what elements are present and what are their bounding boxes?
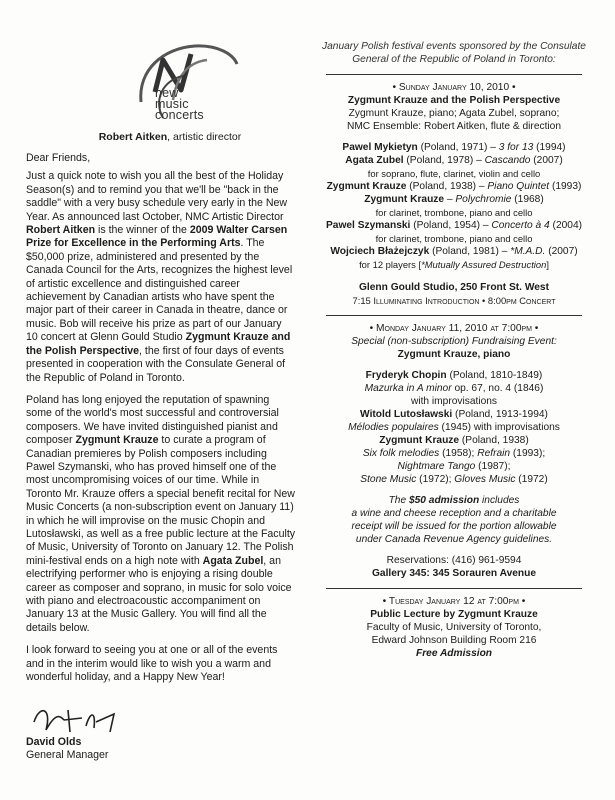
signature	[30, 702, 150, 736]
p2-text-a: Poland has long enjoyed the reputation of spawning some of the world's most successful and controversial composers. We have invited distinguished pianist and composer	[26, 393, 279, 447]
program-item	[316, 434, 592, 447]
program-item	[316, 473, 592, 486]
work-title: Gloves Music	[454, 474, 516, 485]
paragraph-2	[26, 394, 296, 635]
event-1-venue: Glenn Gould Studio, 250 Front St. West	[359, 282, 549, 293]
work-title: Polychromie	[455, 194, 512, 205]
events-column	[316, 34, 592, 660]
event-2-venue: Gallery 345: 345 Sorauren Avenue	[371, 568, 537, 579]
logo-text	[155, 88, 204, 121]
composer-info: (Poland, 1938)	[459, 435, 529, 446]
signer	[26, 736, 108, 762]
work-year: (2007)	[530, 155, 563, 166]
p1-text-g: , the first of four days of events presented in cooperation with the Consulate General of the Republic of Poland in Toronto.	[26, 344, 286, 384]
program-item	[316, 447, 592, 460]
instrumentation: for clarinet, trombone, piano and cello	[375, 233, 533, 244]
event-3-location-1: Faculty of Music, University of Toronto,	[366, 622, 542, 633]
work-title: Mélodies populaires	[348, 422, 439, 433]
greeting: Dear Friends,	[26, 152, 91, 164]
director-name: Robert Aitken	[98, 131, 168, 143]
instrumentation	[316, 258, 592, 271]
composer-name: Zygmunt Krauze	[379, 435, 460, 446]
admission-price: $50 admission	[408, 495, 480, 506]
program-item	[316, 245, 592, 258]
composer-info: (Poland, 1938) –	[406, 181, 488, 192]
paragraph-3: I look forward to seeing you at one or all of the events and in the interim would like to wish you a warm and wonderful holiday, and a Happy New Year!	[26, 644, 278, 684]
admission-note: receipt will be issued for the portion allowable	[351, 521, 557, 532]
event-2-program	[316, 369, 592, 486]
admission-note	[316, 494, 592, 507]
program-item: with improvisations	[410, 396, 498, 407]
program-item	[316, 141, 592, 154]
work-info: (1958);	[439, 448, 478, 459]
divider	[326, 315, 582, 316]
event-1-times: 7:15 Illuminating Introduction • 8:00pm Concert	[352, 295, 556, 306]
admission-note: under Canada Revenue Agency guidelines.	[355, 534, 553, 545]
composer-info: (Poland, 1981) –	[429, 246, 511, 257]
event-1-title: Zygmunt Krauze and the Polish Perspective	[347, 95, 561, 106]
event-3-admission: Free Admission	[415, 648, 493, 659]
reservations: Reservations: (416) 961-9594	[386, 555, 522, 566]
paragraph-1	[26, 170, 296, 385]
work-title: Refrain	[477, 448, 511, 459]
event-2-special: Special (non-subscription) Fundraising Event:	[351, 336, 557, 347]
composer-info: (Poland, 1971) –	[417, 142, 499, 153]
composer-name: Witold Lutosławski	[360, 409, 453, 420]
events-intro: January Polish festival events sponsored by the Consulate General of the Republic of Poland in Toronto:	[322, 41, 586, 65]
work-year: (1968)	[511, 194, 544, 205]
p1-prize: 2009 Walter Carsen Prize for Excellence in the Performing Arts	[26, 224, 288, 250]
p1-aitken: Robert Aitken	[26, 224, 96, 237]
event-3	[316, 595, 592, 660]
work-title: Stone Music	[360, 474, 417, 485]
work-title: Piano Quintet	[487, 181, 550, 192]
p2-text-c: to curate a program of Canadian premieres by Polish composers including Pawel Szymanski, who has proved himself one of the most uncompromising voices of our time. While in Toronto Mr. Krauze offers a special benefit recital for New Music Concerts (a non-subscription event on January 11) in which he will improvise on the music Chopin and Lutosławski, as well as a free public lecture at the Faculty of Music, University of Toronto on January 12. The Polish mini-festival ends on a high note with	[26, 434, 296, 567]
instrumentation: for soprano, flute, clarinet, violin and cello	[367, 168, 541, 179]
program-item	[316, 408, 592, 421]
event-3-location-2: Edward Johnson Building Room 216	[371, 635, 537, 646]
program-item	[316, 193, 592, 206]
instrumentation-text: for 12 players [	[359, 259, 422, 270]
logo-line-1: new	[155, 86, 179, 100]
footnote: *Mutually Assured Destruction	[421, 259, 547, 270]
composer-name: Pawel Mykietyn	[342, 142, 418, 153]
work-title: Mazurka in A minor	[364, 383, 452, 394]
p2-text-e: , an electrifying performer who is enjoying a rising double career as composer and soprano, in music for solo voice with piano and electroacoustic accompaniment on January 13 at the Music Gallery. You will find all the details below.	[26, 554, 292, 634]
event-2-date: • Monday January 11, 2010 at 7:00pm •	[369, 323, 539, 334]
admission-note: a wine and cheese reception and a charitable	[351, 508, 557, 519]
signer-name: David Olds	[26, 736, 82, 748]
spacer	[316, 486, 592, 494]
work-year: (2007)	[545, 246, 578, 257]
admission-text: The	[388, 495, 409, 506]
composer-name: Fryderyk Chopin	[365, 370, 447, 381]
event-1-date: • Sunday January 10, 2010 •	[392, 82, 516, 93]
composer-info: (Poland, 1978) –	[403, 155, 485, 166]
composer-info: (Poland, 1913-1994)	[452, 409, 548, 420]
program-item	[316, 382, 592, 395]
logo-line-3: concerts	[155, 108, 204, 122]
p1-concert-title: Zygmunt Krauze and the Polish Perspective	[26, 331, 291, 357]
work-info: op. 67, no. 4 (1846)	[451, 383, 544, 394]
event-3-date: • Tuesday January 12 at 7:00pm •	[382, 596, 526, 607]
event-3-title: Public Lecture by Zygmunt Krauze	[370, 609, 538, 620]
event-2	[316, 322, 592, 580]
work-year: (2004)	[549, 220, 582, 231]
work-title: 3 for 13	[498, 142, 534, 153]
work-info: (1987);	[475, 461, 511, 472]
composer-name: Zygmunt Krauze	[326, 181, 407, 192]
admission-text: includes	[479, 495, 520, 506]
divider	[326, 588, 582, 589]
composer-info: (Poland, 1810-1849)	[446, 370, 543, 381]
composer-name: Pawel Szymanski	[325, 220, 411, 231]
artistic-director	[40, 131, 300, 143]
event-1	[316, 81, 592, 307]
work-title: Six folk melodies	[362, 448, 440, 459]
work-info: (1972);	[416, 474, 455, 485]
work-year: (1994)	[533, 142, 566, 153]
p1-text-a: Just a quick note to wish you all the best of the Holiday Season(s) and to remind you that we'll be "back in the saddle" with a very busy schedule very early in the New Year. As announced last October, NMC Artistic Director	[26, 170, 288, 223]
event-1-program	[316, 141, 592, 271]
composer-name: Agata Zubel	[345, 155, 404, 166]
work-title: Concerto à 4	[491, 220, 550, 231]
composer-info: –	[444, 194, 456, 205]
divider	[326, 74, 582, 75]
work-title: *M.A.D.	[510, 246, 546, 257]
work-title: Nightmare Tango	[397, 461, 476, 472]
director-role: , artistic director	[167, 131, 242, 143]
bracket-close: ]	[546, 259, 549, 270]
signer-title: General Manager	[26, 749, 109, 761]
event-1-performers-1: Zygmunt Krauze, piano; Agata Zubel, soprano;	[348, 108, 560, 119]
p1-text-e: . The $50,000 prize, administered and presented by the Canada Council for the Arts, recognizes the highest level of artistic excellence and distinguished career achievement by Canadian artists who have spent the major part of their career in Canada in theatre, dance or music. Bob will receive his prize as part of our January 10 concert at Glenn Gould Studio	[26, 237, 293, 344]
p1-text-c: is the winner of the	[95, 224, 190, 237]
program-item	[316, 421, 592, 434]
work-year: (1993)	[549, 181, 582, 192]
spacer	[316, 546, 592, 554]
work-info: (1993);	[510, 448, 546, 459]
program-item	[316, 180, 592, 193]
p2-zubel: Agata Zubel	[202, 554, 264, 567]
program-item	[316, 460, 592, 473]
instrumentation: for clarinet, trombone, piano and cello	[375, 207, 533, 218]
work-title: Cascando	[484, 155, 531, 166]
p2-krauze: Zygmunt Krauze	[75, 434, 159, 447]
event-2-performer: Zygmunt Krauze, piano	[397, 349, 511, 360]
work-info: (1972)	[515, 474, 548, 485]
letter-body	[26, 152, 296, 693]
composer-name: Zygmunt Krauze	[364, 194, 445, 205]
composer-info: (Poland, 1954) –	[410, 220, 492, 231]
logo-line-2: music	[155, 97, 189, 111]
work-info: (1945) with improvisations	[438, 422, 560, 433]
event-1-performers-2: NMC Ensemble: Robert Aitken, flute & direction	[346, 121, 562, 132]
program-item	[316, 219, 592, 232]
composer-name: Wojciech Błażejczyk	[330, 246, 430, 257]
program-item	[316, 369, 592, 382]
program-item	[316, 154, 592, 167]
